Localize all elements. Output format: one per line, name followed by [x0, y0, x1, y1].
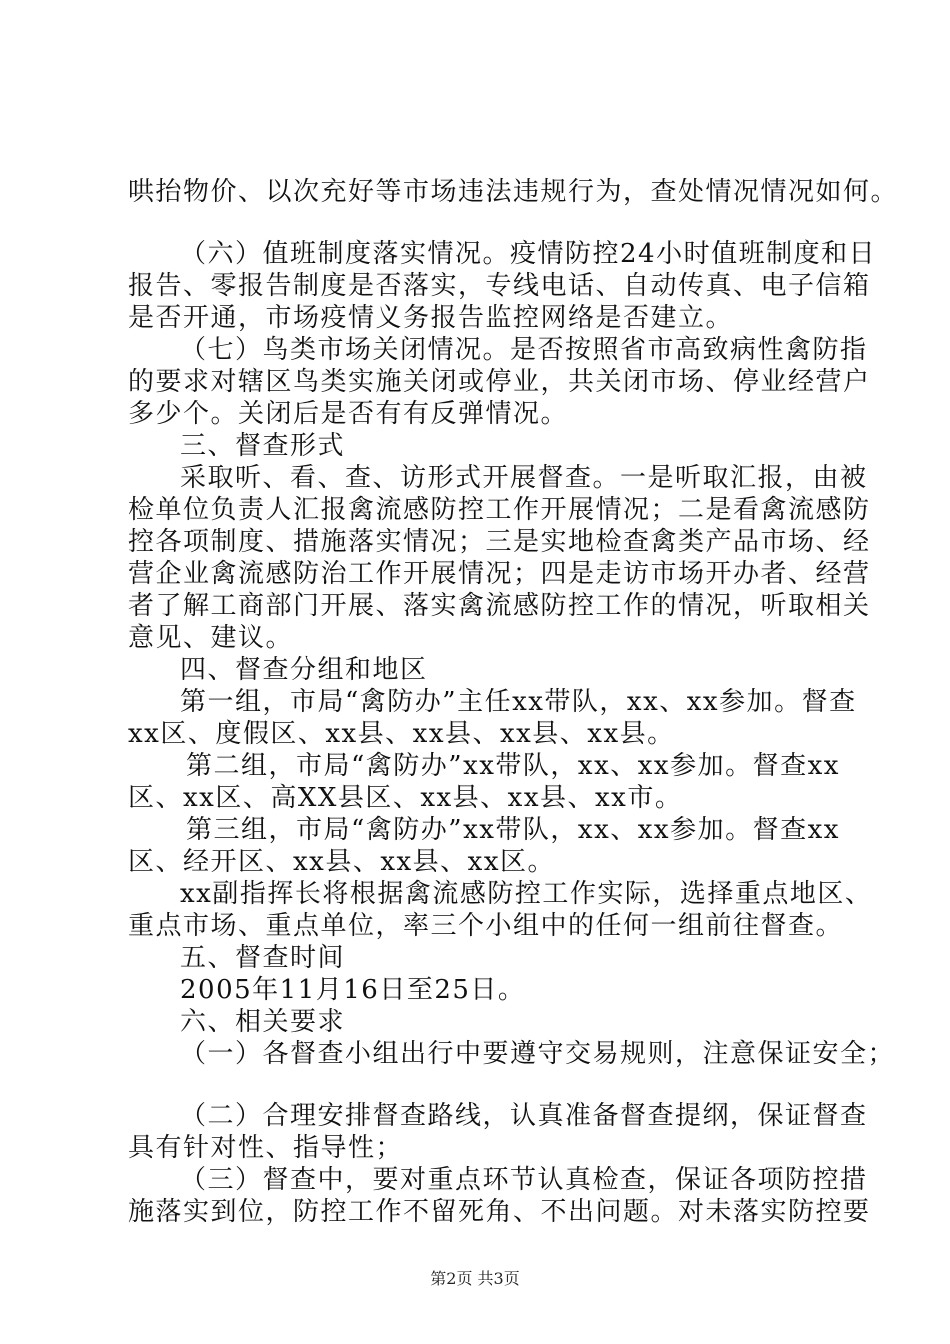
- text-line: （一）各督查小组出行中要遵守交易规则，注意保证安全；: [180, 1039, 896, 1069]
- text-line: 施落实到位，防控工作不留死角、不出问题。对未落实防控要: [128, 1197, 871, 1227]
- text-line: 检单位负责人汇报禽流感防控工作开展情况；二是看禽流感防: [128, 495, 871, 525]
- section-heading: 三、督查形式: [180, 431, 346, 461]
- text-line: 采取听、看、查、访形式开展督查。一是听取汇报，由被: [180, 463, 868, 493]
- page-footer: 第2页 共3页: [430, 1269, 520, 1288]
- text-line: 重点市场、重点单位，率三个小组中的任何一组前往督查。: [128, 911, 844, 941]
- text-line: 营企业禽流感防治工作开展情况；四是走访市场开办者、经营: [128, 559, 871, 589]
- text-line: 区、xx区、高XX县区、xx县、xx县、xx市。: [128, 783, 683, 813]
- text-line: 多少个。关闭后是否有有反弹情况。: [128, 399, 569, 429]
- text-line: 具有针对性、指导性；: [128, 1133, 404, 1163]
- section-heading: 四、督查分组和地区: [180, 655, 428, 685]
- text-line: （二）合理安排督查路线，认真准备督查提纲，保证督查: [180, 1101, 868, 1131]
- text-line: 哄抬物价、以次充好等市场违法违规行为，查处情况情况如何。: [128, 177, 899, 207]
- section-heading: 六、相关要求: [180, 1007, 346, 1037]
- text-line: （三）督查中，要对重点环节认真检查，保证各项防控措: [180, 1165, 868, 1195]
- text-line: 区、经开区、xx县、xx县、xx区。: [128, 847, 555, 877]
- text-line: 控各项制度、措施落实情况；三是实地检查禽类产品市场、经: [128, 527, 871, 557]
- text-line: 2005年11月16日至25日。: [180, 975, 526, 1005]
- section-heading: 五、督查时间: [180, 943, 346, 973]
- text-line: 意见、建议。: [128, 623, 294, 653]
- text-line: 第三组，市局“禽防办”xx带队，xx、xx参加。督查xx: [186, 815, 840, 845]
- text-line: 第二组，市局“禽防办”xx带队，xx、xx参加。督查xx: [186, 751, 840, 781]
- text-line: xx副指挥长将根据禽流感防控工作实际，选择重点地区、: [180, 879, 873, 909]
- text-line: 的要求对辖区鸟类实施关闭或停业，共关闭市场、停业经营户: [128, 367, 871, 397]
- text-line: 报告、零报告制度是否落实，专线电话、自动传真、电子信箱: [128, 271, 871, 301]
- text-line: 者了解工商部门开展、落实禽流感防控工作的情况，听取相关: [128, 591, 871, 621]
- text-line: 第一组，市局“禽防办”主任xx带队，xx、xx参加。督查: [180, 687, 857, 717]
- text-line: （六）值班制度落实情况。疫情防控24小时值班制度和日: [180, 239, 877, 269]
- text-line: （七）鸟类市场关闭情况。是否按照省市高致病性禽防指: [180, 335, 868, 365]
- text-line: 是否开通，市场疫情义务报告监控网络是否建立。: [128, 303, 734, 333]
- text-line: xx区、度假区、xx县、xx县、xx县、xx县。: [128, 719, 675, 749]
